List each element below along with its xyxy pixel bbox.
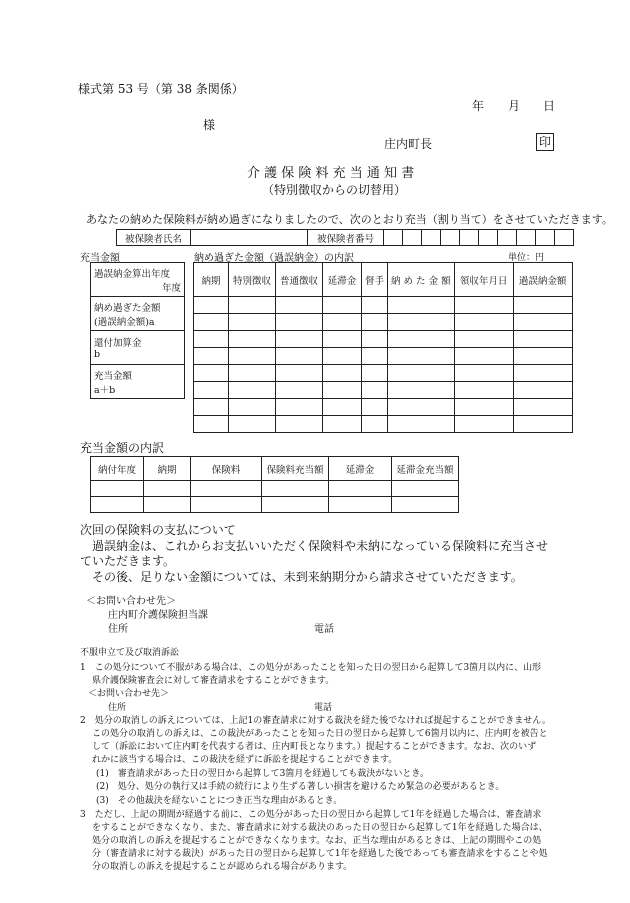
cell xyxy=(323,314,362,331)
date-day-label: 日 xyxy=(543,99,556,113)
appeal-item1-line2: 県介護保険審査会に対して審査請求をすることができます。 xyxy=(92,676,335,686)
cell xyxy=(194,399,229,416)
document-subtitle: （特別徴収からの切替用） xyxy=(262,183,407,197)
col-header: 納期 xyxy=(144,457,191,481)
table-row xyxy=(194,331,573,348)
cell xyxy=(454,331,513,348)
cell xyxy=(194,314,229,331)
appeal-item3-line1: 3 ただし、上記の期間が経過する前に、この処分があった日の翌日から起算して1年を経過した場合は、審査請求 xyxy=(80,810,542,820)
table-row xyxy=(91,497,459,513)
appeal-item2-line3: して（訴訟において庄内町を代表する者は、庄内町長となります。）提起することができます。なお、次のいず xyxy=(92,742,537,752)
row-label-overpaid-line1: 納め過ぎた金額 xyxy=(94,302,161,314)
contact-phone-label: 電話 xyxy=(314,624,334,635)
contact-address-label: 住所 xyxy=(108,624,128,635)
addressee-suffix: 様 xyxy=(203,118,216,132)
appeal-item3-line4: 分（審査請求に対する裁決）があった日の翌日から起算して1年を経過した後であっても審査請求をすることや処 xyxy=(92,849,548,859)
cell xyxy=(229,348,276,365)
cell xyxy=(323,399,362,416)
next-payment-para1-line2: ていただきます。 xyxy=(80,554,176,568)
col-header: 保険料充当額 xyxy=(262,457,329,481)
cell xyxy=(144,497,191,513)
cell xyxy=(388,399,455,416)
section1-row-labels xyxy=(90,262,185,399)
cell xyxy=(362,382,388,399)
table-row xyxy=(194,416,573,433)
cell xyxy=(191,497,262,513)
section1-grid xyxy=(193,262,573,433)
cell xyxy=(276,365,323,382)
cell xyxy=(513,297,572,314)
table-row xyxy=(194,365,573,382)
cell xyxy=(276,331,323,348)
row-label-refund-line1: 還付加算金 xyxy=(94,338,142,349)
section1-label: 充当金額 xyxy=(80,253,120,264)
cell xyxy=(388,382,455,399)
row-label-appropriation-line2: a＋b xyxy=(94,384,116,396)
form-number: 様式第 53 号（第 38 条関係） xyxy=(78,82,244,96)
cell xyxy=(229,399,276,416)
appeal-address-label: 住所 xyxy=(108,703,127,713)
insured-number-digit xyxy=(517,230,536,246)
next-payment-para2: その後、足りない金額については、未到来納期分から請求させていただきます。 xyxy=(92,570,523,584)
row-label-overpaid xyxy=(91,297,185,331)
cell xyxy=(513,348,572,365)
cell xyxy=(513,331,572,348)
date-month-label: 月 xyxy=(508,99,521,113)
cell xyxy=(388,348,455,365)
table-row xyxy=(194,297,573,314)
col-header: 納付年度 xyxy=(91,457,144,481)
cell xyxy=(194,416,229,433)
col-header: 特別徴収 xyxy=(229,263,276,297)
cell xyxy=(392,497,459,513)
next-payment-heading: 次回の保険料の支払について xyxy=(80,523,236,537)
section1-detail-label: 納め過ぎた金額（過誤納金）の内訳 xyxy=(194,253,354,264)
table-row xyxy=(91,481,459,497)
seal-mark: 印 xyxy=(536,133,554,151)
insured-number-digit xyxy=(403,230,422,246)
cell xyxy=(194,297,229,314)
cell xyxy=(229,416,276,433)
cell xyxy=(362,399,388,416)
cell xyxy=(276,314,323,331)
cell xyxy=(454,399,513,416)
cell xyxy=(191,481,262,497)
row-label-year-line1: 過誤納金算出年度 xyxy=(94,268,171,280)
appeal-item3-line2: をすることができなくなり、また、審査請求に対する裁決のあった日の翌日から起算して1年を経過した場合は、 xyxy=(92,823,548,833)
next-payment-para1-line1: 過誤納金は、これからお支払いいただく保険料や未納になっている保険料に充当させ xyxy=(92,539,549,553)
cell xyxy=(91,481,144,497)
row-label-appropriation xyxy=(91,365,185,399)
row-label-year xyxy=(91,263,185,297)
cell xyxy=(388,314,455,331)
cell xyxy=(194,365,229,382)
cell xyxy=(454,382,513,399)
cell xyxy=(388,416,455,433)
col-header: 督手 xyxy=(362,263,388,297)
cell xyxy=(362,416,388,433)
cell xyxy=(362,331,388,348)
cell xyxy=(513,416,572,433)
cell xyxy=(454,416,513,433)
cell xyxy=(276,297,323,314)
cell xyxy=(276,382,323,399)
cell xyxy=(513,314,572,331)
appeal-sub3: (3) その他裁決を経ないことにつき正当な理由があるとき。 xyxy=(96,796,343,806)
col-header: 納 め た 金 額 xyxy=(388,263,455,297)
cell xyxy=(323,382,362,399)
table-row xyxy=(194,348,573,365)
appeal-item2-line2: この処分の取消しの訴えは、この裁決があったことを知った日の翌日から起算して6箇月以内に、庄内町を被告と xyxy=(92,729,548,739)
cell xyxy=(194,348,229,365)
col-header: 保険料 xyxy=(191,457,262,481)
cell xyxy=(329,497,392,513)
cell xyxy=(323,331,362,348)
cell xyxy=(454,348,513,365)
cell xyxy=(323,416,362,433)
cell xyxy=(229,297,276,314)
cell xyxy=(323,348,362,365)
appeal-item3-line5: 分の取消しの訴えを提起することが認められる場合があります。 xyxy=(92,862,353,872)
col-header: 延滞金充当額 xyxy=(392,457,459,481)
section1-unit: 単位：円 xyxy=(508,253,545,263)
row-label-refund-line2: b xyxy=(94,349,101,360)
row-label-overpaid-line2: (過誤納金額)a xyxy=(94,316,155,328)
date-year-label: 年 xyxy=(472,99,485,113)
appeal-item2-line1: 2 処分の取消しの訴えについては、上記1の審査請求に対する裁決を経た後でなければ提起することができません。 xyxy=(80,716,551,726)
col-header: 領収年月日 xyxy=(454,263,513,297)
insured-number-digit xyxy=(384,230,403,246)
insured-number-digit xyxy=(441,230,460,246)
insured-number-digit xyxy=(536,230,555,246)
appeal-contact-heading: ＜お問い合わせ先＞ xyxy=(88,689,170,699)
cell xyxy=(388,297,455,314)
table-row xyxy=(194,399,573,416)
table-row xyxy=(194,382,573,399)
cell xyxy=(229,314,276,331)
cell xyxy=(454,297,513,314)
table-row xyxy=(194,314,573,331)
cell xyxy=(144,481,191,497)
cell xyxy=(229,331,276,348)
row-label-refund xyxy=(91,331,185,365)
cell xyxy=(262,481,329,497)
appeal-phone-label: 電話 xyxy=(314,703,333,713)
cell xyxy=(513,399,572,416)
cell xyxy=(362,365,388,382)
cell xyxy=(276,416,323,433)
insured-table xyxy=(116,229,574,246)
cell xyxy=(276,348,323,365)
col-header: 納期 xyxy=(194,263,229,297)
cell xyxy=(388,365,455,382)
row-label-year-line2: 年度 xyxy=(161,282,181,294)
cell xyxy=(329,481,392,497)
cell xyxy=(362,348,388,365)
cell xyxy=(388,331,455,348)
contact-heading: ＜お問い合わせ先＞ xyxy=(86,596,176,607)
appeal-item3-line3: 処分の取消しの訴えを提起することができなくなります。なお、正当な理由があるときは、上記の期間やこの処 xyxy=(92,836,542,846)
cell xyxy=(323,365,362,382)
appeal-item2-line4: れかに該当する場合は、この裁決を経ずに訴訟を提起することができます。 xyxy=(92,755,398,765)
cell xyxy=(229,382,276,399)
appeal-item1-line1: 1 この処分について不服がある場合は、この処分があったことを知った日の翌日から起算して3箇月以内に、山形 xyxy=(80,663,542,673)
insured-number-digit xyxy=(460,230,479,246)
cell xyxy=(454,365,513,382)
insured-number-digit xyxy=(479,230,498,246)
cell xyxy=(194,382,229,399)
cell xyxy=(194,331,229,348)
cell xyxy=(276,399,323,416)
col-header: 過誤納金額 xyxy=(513,263,572,297)
cell xyxy=(262,497,329,513)
cell xyxy=(323,297,362,314)
col-header: 延滞金 xyxy=(323,263,362,297)
cell xyxy=(454,314,513,331)
insured-number-digit xyxy=(422,230,441,246)
cell xyxy=(513,365,572,382)
appeal-sub2: (2) 処分、処分の執行又は手続の続行により生ずる著しい損害を避けるため緊急の必要があるとき。 xyxy=(96,782,505,792)
section2-label: 充当金額の内訳 xyxy=(80,441,165,455)
row-label-appropriation-line1: 充当金額 xyxy=(94,370,133,382)
issuer-name: 庄内町長 xyxy=(384,137,433,151)
insured-name-label: 被保険者氏名 xyxy=(117,230,191,246)
insured-number-digit xyxy=(555,230,574,246)
cell xyxy=(392,481,459,497)
section2-grid xyxy=(90,456,459,513)
cell xyxy=(513,382,572,399)
insured-number-label: 被保険者番号 xyxy=(308,230,384,246)
insured-number-digit xyxy=(498,230,517,246)
insured-name-cell xyxy=(191,230,308,246)
intro-text: あなたの納めた保険料が納め過ぎになりましたので、次のとおり充当（割り当て）をさせていただきます。 xyxy=(86,213,613,226)
cell xyxy=(91,497,144,513)
col-header: 普通徴収 xyxy=(276,263,323,297)
col-header: 延滞金 xyxy=(329,457,392,481)
appeal-sub1: (1) 審査請求があった日の翌日から起算して3箇月を経過しても裁決がないとき。 xyxy=(96,769,430,779)
cell xyxy=(229,365,276,382)
cell xyxy=(362,314,388,331)
appeal-heading: 不服申立て及び取消訴訟 xyxy=(80,648,180,658)
document-title: 介 護 保 険 料 充 当 通 知 書 xyxy=(247,166,415,181)
cell xyxy=(362,297,388,314)
contact-department: 庄内町介護保険担当課 xyxy=(108,610,208,621)
